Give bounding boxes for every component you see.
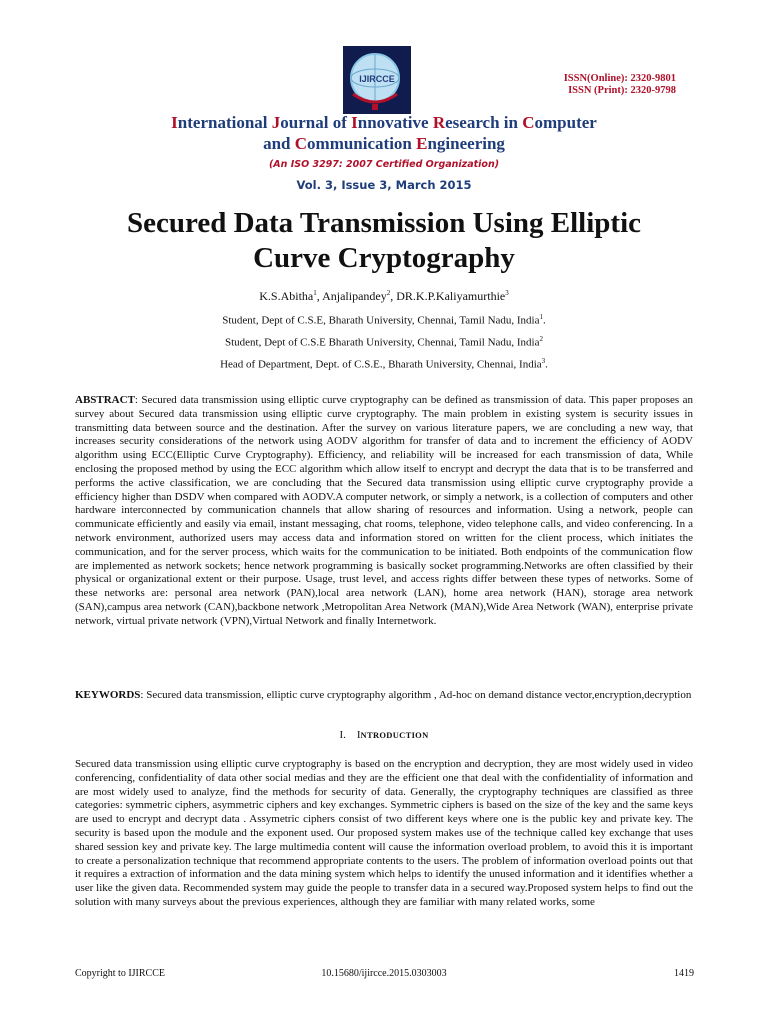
journal-initial: C [294,134,308,153]
introduction-body: Secured data transmission using elliptic curve cryptography is based on the encryption and decryption, they are most widely used in video conferencing, confidentiality of data other social medias and they are the efficient one that deal with the confidentiality of information and are most widely used to analyze, find the methods for security of data. Generally, the cryptography techniques are classified as three categories: symmetric ciphers, asymmetric ciphers and key exchanges. Symmetric ciphers is based on the size of the key and the same keys are used to encrypt and decrypt data . Assymetric ciphers consist of two different keys where one is the public key and private key. The security is based upon the module and the exponent used. Our proposed system makes use of the technique called key exchange that uses shared session key and private key. The large multimedia content will cause the information overload problem, to avoid this it is important to create a personalization technique that recommend appropriate contents to the users. The problem of information overload points out that it requires a extraction of information and the data mining system which helps to identify the unused information and it identifies whether a user like the given data. Recommended system may guide the people to transfer data in a secured way.Proposed system helps to find out the solution with many surveys about the previous experiences, although they are familiar with many related works, some [75,758,693,908]
journal-initial: I [171,113,178,132]
affiliation-text: Student, Dept of C.S.E Bharath University, Chennai, Tamil Nadu, India [224,336,540,349]
abstract [75,394,693,629]
paper-title-line2: Curve Cryptography [253,242,515,274]
issn-online: ISSN(Online): 2320-9801 [563,73,676,84]
keywords-label: KEYWORDS [75,689,141,701]
paper-title-line1: Secured Data Transmission Using Elliptic [126,207,641,239]
logo-text: IJIRCCE [359,74,395,84]
affiliation-3 [0,357,768,371]
affiliation-text: Student, Dept of C.S.E, Bharath University, Chennai, Tamil Nadu, India [222,314,540,327]
affiliation-1 [0,313,768,327]
volume-issue: Vol. 3, Issue 3, March 2015 [296,178,472,192]
journal-word: ournal of [280,113,352,132]
section-cap: I [356,729,361,741]
journal-word: ommunication [307,134,417,153]
author-list [0,289,768,304]
section-heading-introduction [0,729,768,741]
author-affiliation-mark: 2 [386,289,391,297]
certification: (An ISO 3297: 2007 Certified Organization) [268,159,500,170]
author-affiliation-mark: 1 [313,289,317,297]
journal-word: ngineering [427,134,505,153]
author-separator: , [390,289,397,303]
footer-copyright: Copyright to IJIRCCE [75,968,166,979]
issn-block [564,73,676,97]
affiliation-text: Head of Department, Dept. of C.S.E., Bharath University, Chennai, India [220,358,542,371]
journal-name-line2 [0,133,768,154]
abstract-label: ABSTRACT [75,394,135,406]
affiliation-mark: 2 [539,335,543,343]
journal-word: esearch in [445,113,523,132]
affiliation-mark: 1 [539,313,543,321]
keywords [75,689,693,703]
author-name: DR.K.P.Kaliyamurthie [396,289,506,303]
footer-doi: 10.15680/ijircce.2015.0303003 [321,968,447,979]
journal-initial: C [522,113,535,132]
author-separator: , [316,289,323,303]
journal-initial: J [271,113,281,132]
affiliation-2 [0,335,768,349]
journal-word: and [263,134,295,153]
affiliation-end: . [543,314,546,327]
journal-word: nnovative [357,113,433,132]
abstract-text: : Secured data transmission using elliptic curve cryptography can be defined as transmission of data. This paper proposes an survey about Secured data transmission using elliptic curve cryptography. The main problem in existing system is security issues in transmitting data between source and the destination. After the survey on various literature papers, we are concluding a new way, that increases security considerations of the network using AODV algorithm for transfer of data and to increment the efficiency of AODV algorithm using ECC(Elliptic Curve Cryptography). Efficiency, and reliability will be increased for each transmission of data, While enclosing the proposed method by using the ECC algorithm which allow itself to encrypt and decrypt the data that is to be transferred and performs the active classification, we are concluding that the Secured data transmission using elliptic curve cryptography provide a efficiency higher than DSDV when compared with AODV.A computer network, or simply a network, is a collection of computers and other hardware interconnected by communication channels that allow sharing of resources and information. Using a network, people can communicate efficiently and easily via email, instant messaging, chat rooms, telephone, video telephone calls, and video conferencing. In a network environment, authorized users may access data and information stored on written for the client process, which initiates the communication, and for the server process, which waits for the communication to be initiated. Both endpoints of the communication flow are implemented as network sockets; hence network programming is basically socket programming.Networks are often classified by their physical or organizational extent or their purpose. Usage, trust level, and access rights differ between these types of networks. Some of these networks are: personal area network (PAN),local area network (LAN), home area network (HAN), storage area network (SAN),campus area network (CAN),backbone network ,Metropolitan Area Network (MAN),Wide Area Network (WAN), enterprise private network, virtual private network (VPN),Virtual Network and finally Internetwork. [75,394,693,627]
author-name: K.S.Abitha [259,289,314,303]
issn-print: ISSN (Print): 2320-9798 [568,85,676,96]
journal-initial: R [432,113,446,132]
journal-initial: I [351,113,358,132]
section-rest: NTRODUCTION [360,730,429,740]
affiliation-mark: 3 [541,357,546,365]
author-name: Anjalipandey [322,289,387,303]
journal-logo [343,46,411,114]
affiliation-end: . [545,358,548,371]
keywords-text: : Secured data transmission, elliptic curve cryptography algorithm , Ad-hoc on demand distance vector,encryption,decryption [140,689,692,701]
journal-word: nternational [177,113,272,132]
journal-name [0,112,768,154]
journal-initial: E [416,134,428,153]
journal-word: omputer [534,113,597,132]
paper-title [0,206,768,276]
section-number: I. [339,729,346,741]
footer-page-number: 1419 [674,968,694,979]
author-affiliation-mark: 3 [505,289,509,297]
journal-name-line1 [0,112,768,133]
